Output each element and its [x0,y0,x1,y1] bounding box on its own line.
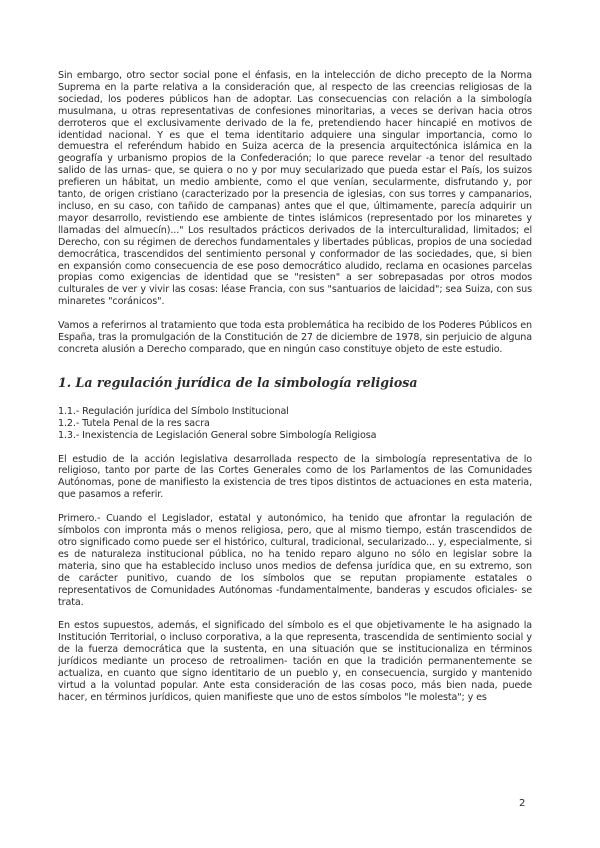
section-heading: 1. La regulación jurídica de la simbología religiosa [58,374,418,390]
paragraph-intro: Sin embargo, otro sector social pone el énfasis, en la intelección de dicho precepto de la Norma Suprema en la parte relativa a la consideración que, al respecto de las creencias religiosas de la sociedad, los poderes públicos han de adoptar. Las consecuencias con relación a la simbología musulmana, u otras representativas de confesiones minoritarias, a veces se derivan hacia otros derroteros que el exclusivamente derivado de la fe, pretendiendo hacer hincapié en motivos de identidad nacional. Y es que el tema identitario adquiere una singular importancia, como lo demuestra el referéndum habido en Suiza acerca de la presencia arquitectónica islámica en la geografía y urbanismo propios de la Confederación; lo que parece revelar -a tenor del resultado salido de las urnas- que, se quiera o no y por muy secularizado que pueda estar el País, los suizos prefieren un hábitat, un medio ambiente, como el que venían, secularmente, disfrutando y, por tanto, de origen cristiano (caracterizado por la presencia de iglesias, con sus torres y campanarios, incluso, en su caso, con tañido de campanas) antes que el que, últimamente, parecía adquirir un mayor desarrollo, revistiendo ese ambiente de tintes islámicos (representado por los minaretes y llamadas del almuecín)..." Los resultados prácticos derivados de la interculturalidad, limitados; el Derecho, con su régimen de derechos fundamentales y libertades públicas, propios de una sociedad democrática, trascendidos del sentimiento personal y conformador de las sociedades, que, si bien en expansión como consecuencia de ese poso democrático aludido, reclama en ocasiones parcelas propias como exigencias de identidad que se "resisten" a ser sobrepasadas por otros modos culturales de ver y vivir las cosas: léase Francia, con sus "santuarios de laicidad"; sea Suiza, con sus minaretes "coránicos". [58,70,532,308]
subsection-item: 1.2.- Tutela Penal de la res sacra [58,417,210,429]
subsection-list [58,406,532,442]
paragraph-scope: Vamos a referirnos al tratamiento que toda esta problemática ha recibido de los Poderes Públicos en España, tras la promulgación de la Constitución de 27 de diciembre de 1978, sin perjuicio de alguna concreta alusión a Derecho comparado, que en ningún caso constituye objeto de este estudio. [58,320,532,355]
page-content [58,70,532,704]
page-number: 2 [519,798,526,809]
subsection-item: 1.3.- Inexistencia de Legislación General sobre Simbología Religiosa [58,429,377,441]
paragraph-cases: En estos supuestos, además, el significado del símbolo es el que objetivamente le ha asignado la Institución Territorial, o incluso corporativa, a la que representa, trascendida de sentimiento social y de la fuerza democrática que la sustenta, en una situación que se institucionaliza en términos jurídicos mediante un proceso de retroalimen- tación en que la tradición permanentemente se actualiza, en cuanto que signo identitario de un pueblo y, en consecuencia, surgido y mantenido virtud a la voluntad popular. Ante esta consideración de las cosas poco, más bien nada, puede hacer, en términos jurídicos, quien manifieste que uno de estos símbolos "le molesta"; y es [58,620,532,703]
paragraph-study: El estudio de la acción legislativa desarrollada respecto de la simbología representativa de lo religioso, tanto por parte de las Cortes Generales como de los Parlamentos de las Comunidades Autónomas, pone de manifiesto la existencia de tres tipos distintos de actuaciones en esta materia, que pasamos a referir. [58,453,532,501]
paragraph-first: Primero.- Cuando el Legislador, estatal y autonómico, ha tenido que afrontar la regulación de símbolos con impronta más o menos religiosa, pero, que al mismo tiempo, están trascendidos de otro significado como puede ser el histórico, cultural, tradicional, secularizado... y, especialmente, si es de naturaleza institucional pública, no ha tenido reparo alguno no sólo en legislar sobre la materia, sino que ha establecido incluso unos medios de defensa jurídica que, en su extremo, son de carácter punitivo, cuando de los símbolos que se reputan propiamente estatales o representativos de Comunidades Autónomas -fundamentalmente, banderas y escudos oficiales- se trata. [58,513,532,608]
subsection-item: 1.1.- Regulación jurídica del Símbolo Institucional [58,405,289,417]
